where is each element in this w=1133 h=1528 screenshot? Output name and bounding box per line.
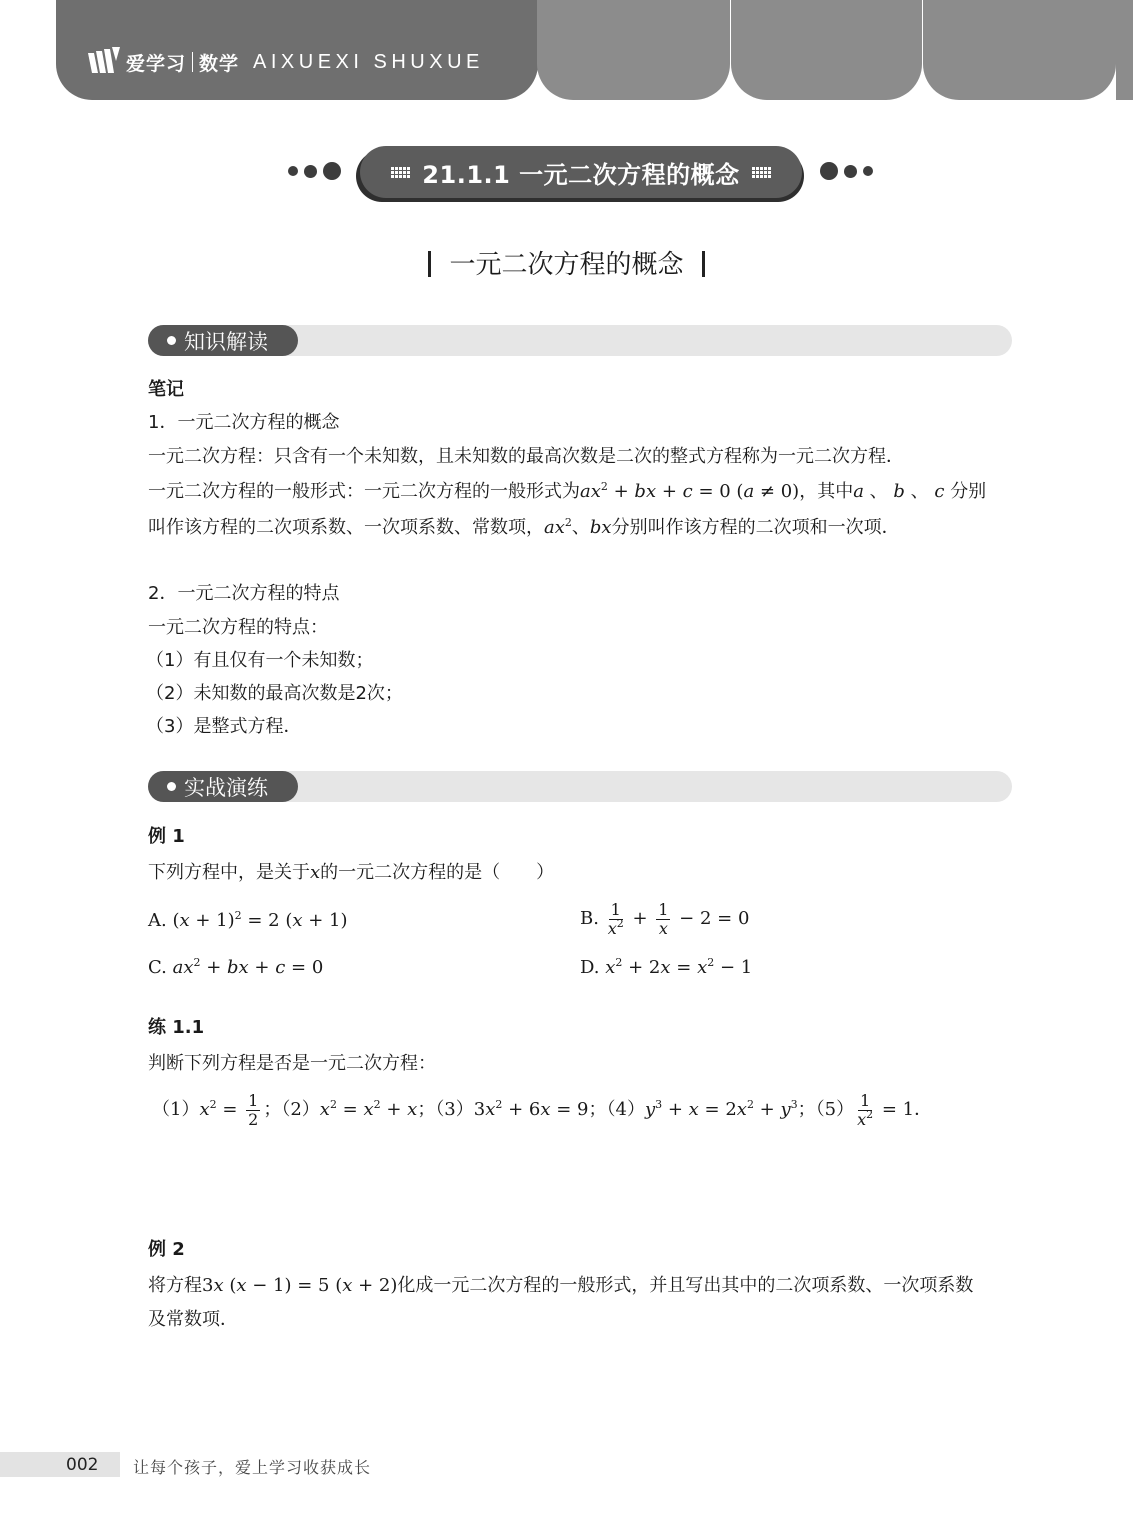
option-d: D. $x^2 + 2x = x^2 - 1$	[580, 956, 753, 978]
bullet-icon	[167, 336, 176, 345]
section-label-text: 知识解读	[184, 329, 268, 354]
header-tab	[731, 0, 922, 100]
brand-english: AIXUEXI SHUXUE	[253, 50, 484, 73]
drill-heading: 练 1.1	[148, 1017, 205, 1038]
example1-heading: 例 1	[148, 826, 185, 847]
option-a: A. $(x + 1)^2 = 2$ (x + 1)	[148, 909, 348, 931]
title-dots-right	[820, 162, 873, 180]
brand	[86, 46, 484, 78]
point2-intro: 一元二次方程的特点：	[148, 617, 328, 638]
section-title: 21.1.1 一元二次方程的概念	[422, 160, 740, 189]
subtitle-bar-left	[428, 251, 431, 277]
header-tab	[923, 0, 1116, 100]
page-subtitle	[0, 244, 1133, 281]
brand-divider	[192, 52, 193, 72]
footer-slogan: 让每个孩子，爱上学习收获成长	[133, 1458, 372, 1477]
grid-dots-icon	[752, 167, 771, 178]
section-title-pill	[360, 146, 802, 198]
brand-name: 爱学习	[126, 52, 187, 75]
subtitle-bar-right	[702, 251, 705, 277]
section-label-practice	[148, 771, 298, 802]
option-c: C. $ax^2$ + bx + c = 0	[148, 956, 324, 978]
point2-item: （1）有且仅有一个未知数；	[146, 650, 374, 671]
point2-item: （2）未知数的最高次数是2次；	[146, 683, 403, 704]
example2-heading: 例 2	[148, 1239, 185, 1260]
header-tab	[537, 0, 730, 100]
footer-page-box	[0, 1452, 120, 1477]
subtitle-text: 一元二次方程的概念	[449, 250, 684, 280]
point2-title: 2．一元二次方程的特点	[148, 583, 340, 604]
drill-question: 判断下列方程是否是一元二次方程：	[148, 1053, 436, 1074]
bullet-icon	[167, 782, 176, 791]
page-number: 002	[66, 1455, 99, 1475]
point2-item: （3）是整式方程．	[146, 716, 302, 737]
drill-equations: $(1)x^2$ = $\frac{1}{2}$ ；$(2)x^2 = x^2 + x$；$(3)3x^2 + 6x = 9$；$(4)y^3 + x = 2x^2 + y^3$；（5） $\frac{1}{x^2}$ = 1．	[152, 1090, 933, 1129]
section-label-text: 实战演练	[184, 775, 268, 800]
point1-general-form: 一元二次方程的一般形式：一元二次方程的一般形式为$ax^2$ + bx + c = 0 (a ≠ 0)，其中a 、 b 、 c 分别	[148, 480, 987, 502]
point1-terms: 叫作该方程的二次项系数、一次项系数、常数项，$ax^2$、bx分别叫作该方程的二次项和一次项．	[148, 516, 900, 538]
brand-subject: 数学	[199, 52, 240, 75]
example2-question: 将方程3x (x − 1) = 5 (x + 2)化成一元二次方程的一般形式，并且写出其中的二次项系数、一次项系数	[148, 1275, 974, 1296]
option-b: B. $\frac{1}{x^2}$ + $\frac{1}{x}$ − 2 = 0	[580, 899, 750, 938]
example2-question-line2: 及常数项．	[148, 1309, 238, 1330]
header-tab	[1116, 0, 1133, 100]
point1-definition: 一元二次方程：只含有一个未知数，且未知数的最高次数是二次的整式方程称为一元二次方程．	[148, 446, 904, 467]
brand-logo-icon	[86, 47, 122, 77]
notes-heading: 笔记	[148, 379, 184, 400]
title-dots-left	[288, 162, 341, 180]
point1-title: 1．一元二次方程的概念	[148, 412, 340, 433]
example1-question: 下列方程中，是关于x的一元二次方程的是（ ）	[148, 862, 555, 883]
grid-dots-icon	[391, 167, 410, 178]
section-label-knowledge	[148, 325, 298, 356]
